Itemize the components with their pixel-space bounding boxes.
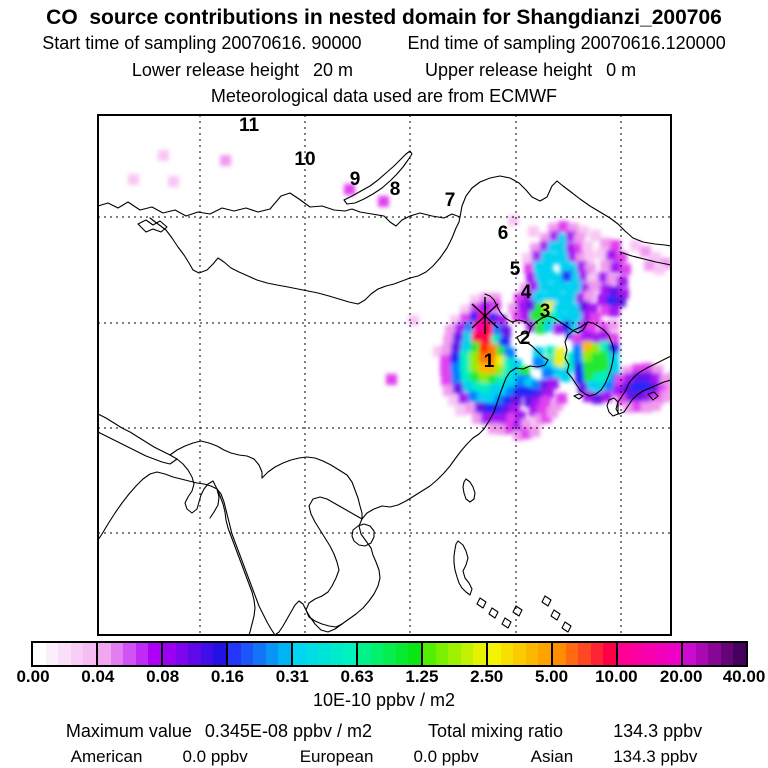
plume-cell	[158, 150, 169, 161]
region-value: 0.0 ppbv	[413, 747, 479, 766]
colorbar-tick-labels	[0, 667, 768, 687]
trajectory-hour-label: 1	[483, 351, 495, 372]
colorbar-segment	[293, 643, 358, 665]
trajectory-hour-label: 9	[349, 169, 361, 190]
coastline-path	[542, 596, 551, 606]
colorbar-segment	[163, 643, 228, 665]
coastline-path	[177, 459, 219, 518]
colorbar-segment	[423, 643, 488, 665]
coastline-path	[562, 622, 571, 632]
region-name: Asian	[530, 747, 574, 766]
colorbar-tick: 40.00	[722, 667, 766, 686]
colorbar-step	[331, 643, 344, 665]
regional-contributions-line	[0, 747, 768, 767]
plume-cell	[378, 196, 389, 207]
colorbar-step	[71, 643, 84, 665]
plume-cell	[472, 332, 483, 343]
colorbar-step	[513, 643, 526, 665]
max-value: 0.345E-08 ppbv / m2	[204, 721, 372, 741]
plume-cell	[450, 353, 461, 364]
colorbar-step	[408, 643, 421, 665]
plume-cell	[548, 378, 559, 389]
total-mixing-ratio-value: 134.3 ppbv	[613, 721, 703, 741]
plume-cell	[440, 365, 451, 376]
start-time-text: Start time of sampling 20070616. 90000	[42, 33, 362, 53]
colorbar-step	[423, 643, 436, 665]
lower-release-label: Lower release height	[131, 60, 299, 80]
plume-cell	[556, 393, 567, 404]
colorbar-step	[253, 643, 266, 665]
colorbar-step	[241, 643, 254, 665]
colorbar-segment	[98, 643, 163, 665]
colorbar-step	[188, 643, 201, 665]
colorbar-tick: 0.16	[210, 667, 244, 686]
summary-line	[0, 721, 768, 742]
concentration-cells	[128, 150, 679, 441]
plume-cell	[610, 240, 621, 251]
trajectory-hour-label: 8	[389, 179, 401, 200]
colorbar-step	[33, 643, 46, 665]
colorbar-step	[526, 643, 539, 665]
colorbar-units: 10E-10 ppbv / m2	[312, 690, 456, 710]
colorbar-step	[461, 643, 474, 665]
colorbar-step	[293, 643, 306, 665]
colorbar-step	[383, 643, 396, 665]
colorbar-step	[721, 643, 734, 665]
region-value: 134.3 ppbv	[613, 747, 698, 766]
plume-cell	[607, 274, 618, 285]
colorbar-step	[603, 643, 616, 665]
plume-cell	[606, 250, 617, 261]
plume-cell	[453, 383, 464, 394]
plume-cell	[528, 226, 539, 237]
colorbar-tick: 5.00	[534, 667, 569, 686]
colorbar-tick: 0.63	[340, 667, 374, 686]
plume-cell	[589, 281, 600, 292]
end-time-text: End time of sampling 20070616.120000	[407, 33, 726, 53]
region-value: 0.0 ppbv	[182, 747, 248, 766]
plume-cell	[600, 238, 611, 249]
trajectory-hour-label: 2	[519, 328, 531, 349]
colorbar-step	[358, 643, 371, 665]
colorbar-step	[436, 643, 449, 665]
plume-cell	[650, 400, 661, 411]
trajectory-hour-label: 5	[509, 259, 521, 280]
coastline-path	[477, 598, 486, 608]
plume-cell	[620, 264, 631, 275]
lower-release-value: 20 m	[312, 60, 353, 80]
plume-cell	[451, 373, 462, 384]
plume-cell	[654, 264, 665, 275]
plume-cell	[448, 395, 459, 406]
plume-cell	[450, 363, 461, 374]
colorbar-segment	[33, 643, 98, 665]
plume-cell	[441, 375, 452, 386]
plume-cell	[640, 246, 651, 257]
plume-cell	[601, 391, 612, 402]
colorbar-step	[176, 643, 189, 665]
plume-cell	[440, 355, 451, 366]
plume-cell	[668, 372, 679, 383]
region-name: American	[70, 747, 143, 766]
colorbar-step	[228, 643, 241, 665]
colorbar-tick: 0.31	[275, 667, 309, 686]
plume-cell	[630, 240, 641, 251]
colorbar-step	[371, 643, 384, 665]
max-value-label: Maximum value	[65, 721, 192, 741]
colorbar-step	[58, 643, 71, 665]
trajectory-hour-label: 4	[520, 282, 532, 303]
coastline-path	[551, 610, 560, 620]
upper-release-label: Upper release height	[425, 60, 593, 80]
coastline-path	[513, 606, 522, 616]
upper-release-value: 0 m	[606, 60, 637, 80]
colorbar-step	[488, 643, 501, 665]
plume-cell	[455, 405, 466, 416]
colorbar-tick: 0.08	[146, 667, 180, 686]
colorbar-step	[83, 643, 96, 665]
plume-cell	[542, 261, 553, 272]
trajectory-hour-label: 6	[497, 223, 509, 244]
colorbar	[31, 641, 748, 667]
plume-cell	[465, 403, 476, 414]
met-data-line: Meteorological data used are from ECMWF	[210, 86, 558, 106]
trajectory-hour-label: 11	[238, 115, 260, 136]
colorbar-segment	[683, 643, 746, 665]
coastline-path	[502, 618, 511, 628]
colorbar-step	[631, 643, 644, 665]
plume-cell	[610, 262, 621, 273]
page-title: CO source contributions in nested domain for Shangdianzi_200706	[46, 6, 722, 29]
colorbar-step	[708, 643, 721, 665]
colorbar-tick: 0.00	[16, 667, 50, 686]
coastline-path	[463, 479, 475, 502]
plume-cell	[220, 155, 231, 166]
plume-cell	[542, 368, 553, 379]
total-mixing-ratio-label: Total mixing ratio	[428, 721, 564, 741]
colorbar-step	[123, 643, 136, 665]
plume-cell	[560, 371, 571, 382]
plume-cell	[458, 393, 469, 404]
colorbar-step	[578, 643, 591, 665]
colorbar-step	[318, 643, 331, 665]
coastline-path	[454, 541, 472, 595]
colorbar-step	[98, 643, 111, 665]
colorbar-step	[201, 643, 214, 665]
colorbar-step	[656, 643, 669, 665]
region-name: European	[299, 747, 374, 766]
colorbar-step	[501, 643, 514, 665]
colorbar-step	[566, 643, 579, 665]
plume-cell	[584, 291, 595, 302]
colorbar-step	[306, 643, 319, 665]
plume-cell	[608, 320, 619, 331]
colorbar-tick: 0.04	[81, 667, 115, 686]
colorbar-step	[473, 643, 486, 665]
plume-cell	[600, 260, 611, 271]
plume-cell	[386, 374, 397, 385]
coastline-path	[306, 497, 362, 610]
plume-cell	[617, 276, 628, 287]
coastline-path	[217, 489, 255, 635]
plume-cell	[582, 241, 593, 252]
coastline-path	[262, 457, 362, 519]
colorbar-step	[618, 643, 631, 665]
colorbar-step	[266, 643, 279, 665]
colorbar-tick: 20.00	[659, 667, 703, 686]
colorbar-step	[733, 643, 746, 665]
plume-cell	[443, 385, 454, 396]
trajectory-hour-label: 7	[444, 190, 456, 211]
plume-cell	[168, 176, 179, 187]
plume-cell	[590, 230, 601, 241]
coastline-path	[170, 441, 262, 478]
colorbar-step	[696, 643, 709, 665]
colorbar-tick: 1.25	[405, 667, 439, 686]
plume-cell	[128, 174, 139, 185]
colorbar-step	[148, 643, 161, 665]
plume-cell	[596, 248, 607, 259]
colorbar-segment	[618, 643, 683, 665]
colorbar-step	[136, 643, 149, 665]
colorbar-step	[448, 643, 461, 665]
colorbar-step	[538, 643, 551, 665]
colorbar-segment	[488, 643, 553, 665]
colorbar-step	[396, 643, 409, 665]
plume-cell	[584, 251, 595, 262]
colorbar-step	[683, 643, 696, 665]
colorbar-tick: 2.50	[470, 667, 504, 686]
plume-cell	[558, 221, 569, 232]
colorbar-step	[213, 643, 226, 665]
colorbar-step	[163, 643, 176, 665]
colorbar-segment	[228, 643, 293, 665]
colorbar-step	[111, 643, 124, 665]
plume-cell	[522, 253, 533, 264]
coastline-path	[574, 394, 583, 399]
coastline-path	[138, 220, 167, 232]
colorbar-step	[46, 643, 59, 665]
colorbar-step	[343, 643, 356, 665]
colorbar-step	[553, 643, 566, 665]
plume-cell	[609, 306, 620, 317]
colorbar-step	[278, 643, 291, 665]
coastline-path	[306, 610, 342, 627]
colorbar-step	[668, 643, 681, 665]
colorbar-segment	[553, 643, 618, 665]
colorbar-step	[591, 643, 604, 665]
trajectory-hour-label: 3	[539, 301, 551, 322]
coastline-path	[489, 608, 498, 618]
colorbar-segment	[358, 643, 423, 665]
trajectory-hour-label: 10	[294, 149, 316, 170]
colorbar-step	[643, 643, 656, 665]
colorbar-tick: 10.00	[595, 667, 638, 686]
coastline-path	[352, 524, 374, 546]
